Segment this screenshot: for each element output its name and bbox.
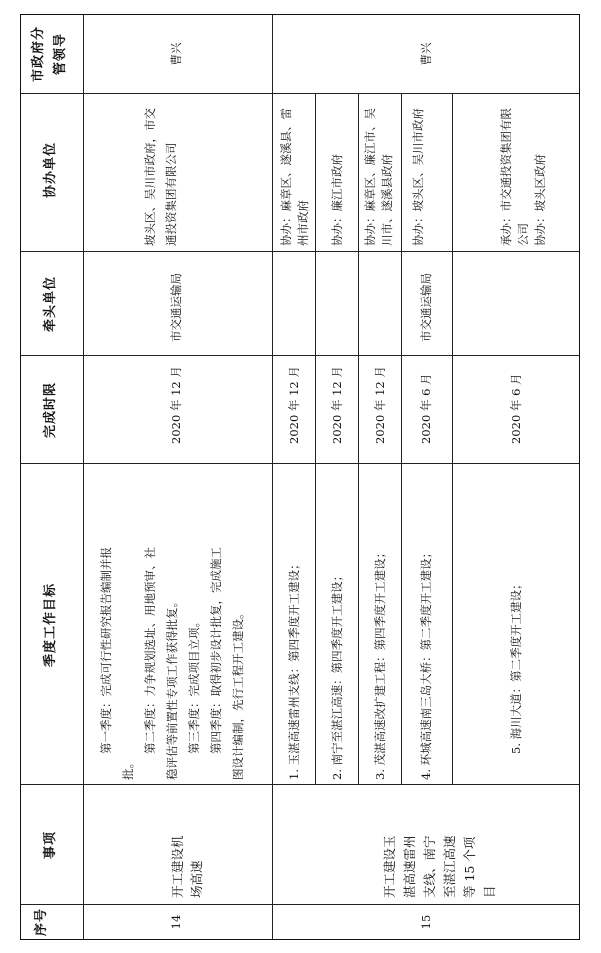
- row14-seq: 14: [169, 914, 183, 930]
- header-goals: 季度工作目标: [43, 583, 58, 668]
- row15-seq: 15: [419, 914, 433, 930]
- row15-sub2-deadline: 2020 年 12 月: [330, 366, 344, 444]
- row14-leader: 曹兴: [169, 42, 183, 66]
- row15-sub1-deadline: 2020 年 12 月: [287, 366, 301, 444]
- header-seq: 序号: [34, 907, 49, 936]
- header-deadline: 完成时限: [43, 382, 58, 439]
- row15-sub5-goal: 5. 海川大道：第二季度开工建设；: [509, 578, 523, 754]
- row14-goal-line: 第二季度：力争规划选址、用地预审、社: [143, 547, 157, 754]
- row15-sub1-goal: 1. 玉湛高速雷州支线：第四季度开工建设；: [287, 558, 301, 780]
- row15-sub5-assist: 承办：市交通投资集团有限公司 协办：坡头区政府: [499, 108, 547, 246]
- row14-item: 开工建设机场高速: [170, 835, 204, 898]
- row15-leader: 曹兴: [419, 42, 433, 66]
- row15-sub2-assist: 协办：廉江市政府: [330, 154, 344, 246]
- row14-lead: 市交通运输局: [169, 273, 183, 342]
- header-item: 事项: [43, 831, 58, 860]
- row15-sub3-assist: 协办：麻章区、廉江市、吴川市、遂溪县政府: [363, 108, 394, 246]
- header-leader: 市政府分管领导: [31, 26, 68, 83]
- row14-goal-line: 稳评估等前置性专项工作获得批复。: [165, 596, 179, 780]
- row15-sub1-assist: 协办：麻章区、遂溪县、雷州市政府: [279, 108, 310, 246]
- row15-sub5-deadline: 2020 年 6 月: [509, 373, 523, 444]
- header-lead: 牵头单位: [43, 276, 58, 333]
- row15-sub4-goal: 4. 环城高速南三岛大桥：第二季度开工建设；: [419, 546, 433, 780]
- row15-sub3-deadline: 2020 年 12 月: [373, 366, 387, 444]
- header-assist: 协办单位: [43, 142, 58, 199]
- rotated-table: [20, 14, 580, 940]
- row14-goal-line: 第四季度：取得初步设计批复，完成施工: [209, 547, 223, 754]
- row14-goal-line: 第三季度：完成项目立项。: [187, 616, 201, 754]
- row14-goal-line: 批。: [121, 757, 135, 780]
- row15-item: 开工建设玉湛高速雷州支线、南宁至湛江高速等 15 个项目: [382, 835, 497, 898]
- row15-sub3-goal: 3. 茂湛高速改扩建工程：第四季度开工建设；: [373, 546, 387, 780]
- row15-sub2-goal: 2. 南宁至湛江高速：第四季度开工建设；: [330, 569, 344, 780]
- row14-assist: 坡头区、吴川市政府，市交通投资集团有限公司: [143, 108, 178, 246]
- row14-deadline: 2020 年 12 月: [169, 366, 183, 444]
- row15-sub4-deadline: 2020 年 6 月: [419, 373, 433, 444]
- row14-goal-line: 第一季度：完成可行性研究报告编制并报: [99, 547, 113, 754]
- row15-sub4-assist: 协办：坡头区、吴川市政府: [411, 108, 425, 246]
- row15-lead: 市交通运输局: [419, 273, 433, 342]
- row14-goal-line: 图设计编制，先行工程开工建设。: [231, 607, 245, 780]
